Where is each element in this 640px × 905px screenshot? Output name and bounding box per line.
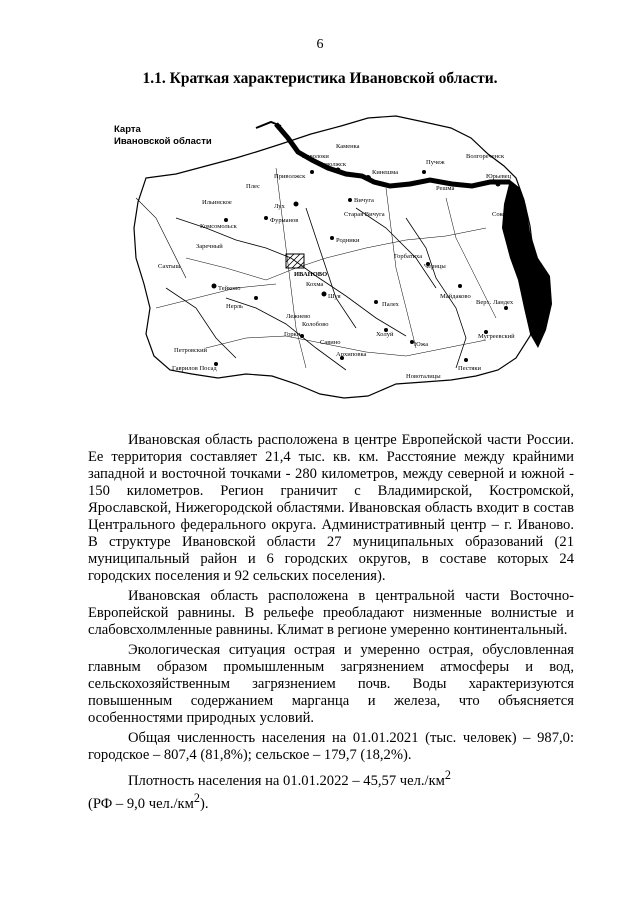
paragraph: Ивановская область расположена в центре Европейской части России. Ее территория составляет 21,4 тыс. кв. км. Расстояние между крайними западной и восточной точками - 280 километров, между северной и южной - 150 километров. Регион граничит с Владимирской, Костромской, Ярославской, Нижегородской областями. Ивановская область входит в состав Центрального федерального округа. Административный центр – г. Иваново. В структуре Ивановской области 27 муниципальных образований (21 муниципальный район и 6 городских округов, в составе которых 24 городских поселения и 92 сельских поселения). — [88, 432, 574, 584]
map-title-line2: Ивановской области — [114, 136, 212, 147]
city-label: Сокольское — [492, 211, 524, 218]
city-label: Кохма — [306, 281, 324, 288]
city-label: Плес — [246, 183, 260, 190]
city-label: Ильинское — [202, 199, 232, 206]
city-label: Пучеж — [426, 159, 445, 166]
city-label: Наволоки — [302, 153, 329, 160]
city-label: Заречный — [196, 243, 223, 250]
city-label: Заволжск — [320, 161, 346, 168]
density-text3: ). — [199, 795, 209, 812]
section-heading: 1.1. Краткая характеристика Ивановской области. — [142, 70, 498, 87]
city-label: Родники — [336, 237, 360, 244]
page-number: 6 — [316, 37, 324, 52]
city-label: Майдаково — [440, 293, 471, 300]
city-label: Фурманов — [270, 217, 299, 224]
city-label: Колобово — [302, 321, 329, 328]
city-label: Чернцы — [424, 263, 446, 270]
road-5 — [156, 284, 276, 308]
city-label: Палех — [382, 301, 399, 308]
city-label: Юрьевец — [486, 173, 512, 180]
city-labels — [158, 143, 524, 380]
city-label: Лежнево — [286, 313, 311, 320]
road-1 — [186, 228, 486, 280]
city-label: Мугреевский — [478, 333, 515, 340]
city-label: Новоталицы — [406, 373, 441, 380]
city-label: Каменка — [336, 143, 360, 150]
density-text2: (РФ – 9,0 чел./км — [88, 795, 194, 812]
city-label: Гаврилов Посад — [172, 365, 217, 372]
city-label: Савино — [320, 339, 341, 346]
city-label: Верх. Ландех — [476, 299, 514, 306]
city-label: Горки — [284, 331, 301, 338]
density-sup1: 2 — [444, 768, 451, 782]
density-text: Плотность населения на 01.01.2022 – 45,57 чел./км — [128, 772, 445, 789]
map-title-line1: Карта — [114, 124, 141, 135]
city-label: Петровский — [174, 347, 208, 354]
city-label: Холуй — [376, 331, 394, 338]
city-label: Старая Вичуга — [344, 211, 385, 218]
reservoir — [502, 180, 552, 348]
body-text — [88, 432, 574, 816]
city-label: Нерль — [226, 303, 243, 310]
city-label: Комсомольск — [200, 223, 237, 230]
paragraph: Общая численность населения на 01.01.2021 (тыс. человек) – 987,0: городское – 807,4 (81,8%); сельское – 179,7 (18,2%). — [88, 730, 574, 763]
paragraph: Ивановская область расположена в центральной части Восточно-Европейской равнины. В рельефе преобладают низменные волнистые и слабовсхолмленные равнины. Климат в регионе умеренно континентальный. — [88, 588, 574, 638]
city-label: Пестяки — [458, 365, 482, 372]
road-4 — [386, 188, 416, 348]
city-label: Решма — [436, 185, 455, 192]
river-6 — [356, 208, 436, 288]
city-label: Горбатиха — [394, 253, 423, 260]
region-map — [106, 108, 574, 413]
density-sup2: 2 — [193, 790, 200, 805]
city-label: Приволжск — [274, 173, 306, 180]
capital-label: ИВАНОВО — [294, 271, 328, 278]
city-label: Лух — [274, 203, 285, 210]
city-label: Волгореченск — [466, 153, 505, 160]
city-label: Южа — [414, 341, 429, 348]
river-3 — [306, 208, 356, 328]
density-paragraph — [88, 767, 574, 813]
city-label: Архиповка — [336, 351, 367, 358]
city-label: Сахтыш — [158, 263, 181, 270]
city-label: Кинешма — [372, 169, 399, 176]
city-label: Тейково — [218, 285, 241, 292]
city-label: Шуя — [328, 293, 341, 300]
city-label: Вичуга — [354, 197, 374, 204]
paragraph: Экологическая ситуация острая и умеренно острая, обусловленная главным образом промышленным загрязнением атмосферы и вод, сельскохозяйственным загрязнением почв. Воды характеризуются повышенным содержанием марганца и железа, что объясняется особенностями природных условий. — [88, 642, 574, 726]
